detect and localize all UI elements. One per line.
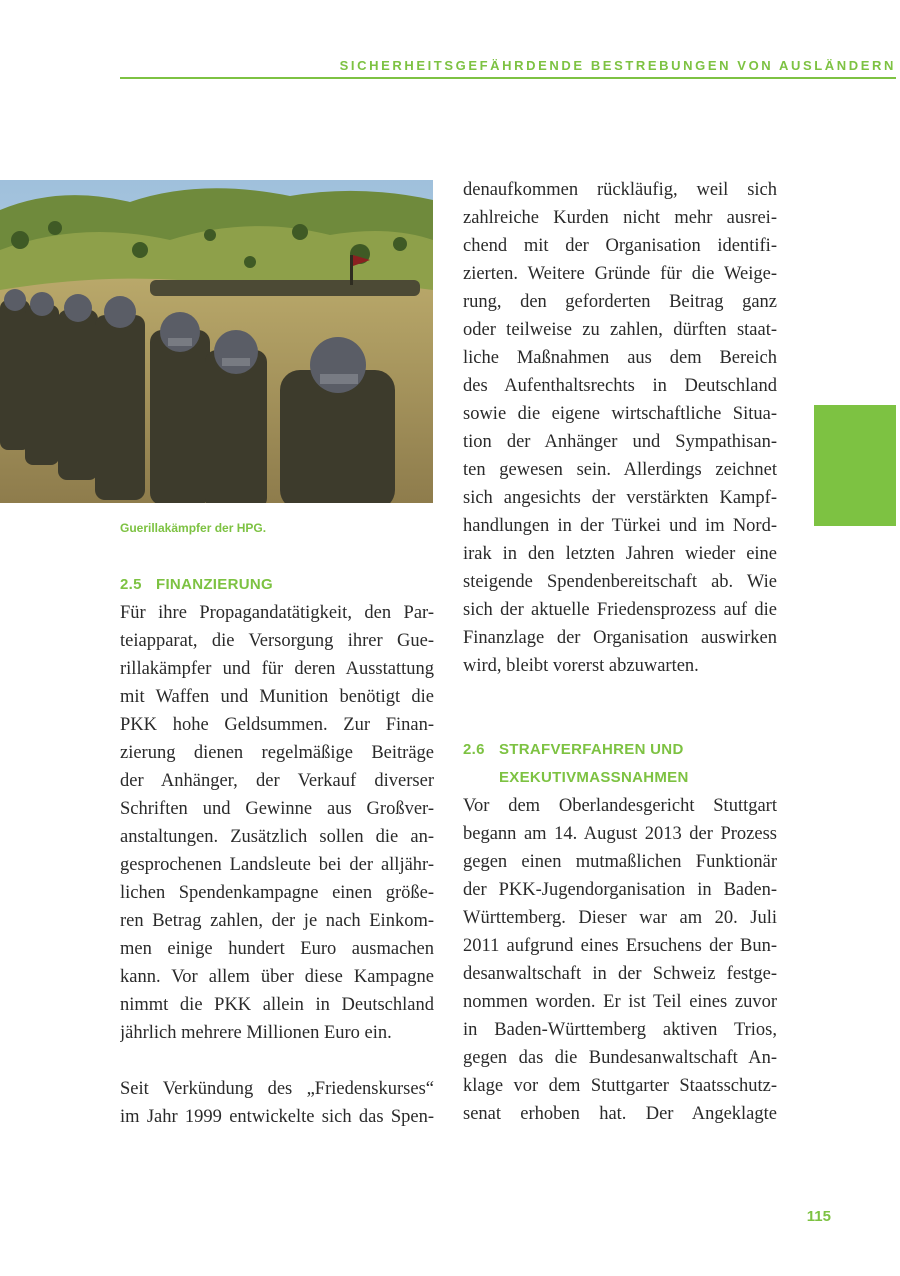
text-line: im Jahr 1999 entwickelte sich das Spen- (120, 1107, 434, 1127)
text-line: Schriften und Gewinne aus Großver- (120, 799, 434, 819)
section-number: 2.6 (463, 741, 485, 758)
text-line: des Aufenthaltsrechts in Deutschland (463, 376, 777, 396)
text-line: liche Maßnahmen aus dem Bereich (463, 348, 777, 368)
text-line: zierung dienen regelmäßige Beiträge (120, 743, 434, 763)
text-line: sowie die eigene wirtschaftliche Situa- (463, 404, 777, 424)
section-title-continued: EXEKUTIVMASSNAHMEN (499, 769, 689, 786)
text-line: wird, bleibt vorerst abzuwarten. (463, 656, 699, 676)
section-title: STRAFVERFAHREN UND (499, 741, 684, 758)
figure-caption: Guerillakämpfer der HPG. (120, 521, 267, 535)
text-line: gegen einen mutmaßlichen Funktionär (463, 852, 777, 872)
section-heading-2-6 (463, 736, 777, 792)
text-line: Seit Verkündung des „Friedenskurses“ (120, 1079, 434, 1099)
text-line: tion der Anhänger und Sympathisan- (463, 432, 777, 452)
text-line: in Baden-Württemberg aktiven Trios, (463, 1020, 777, 1040)
paragraph (463, 792, 777, 1128)
text-line: handlungen in der Türkei und im Nord- (463, 516, 777, 536)
left-column (120, 571, 434, 1131)
text-line: ten gewesen sein. Allerdings zeichnet (463, 460, 777, 480)
text-line: sich angesichts der verstärkten Kampf- (463, 488, 777, 508)
text-line: zahlreiche Kurden nicht mehr ausrei- (463, 208, 777, 228)
text-line: lichen Spendenkampagne einen größe- (120, 883, 434, 903)
text-line: desanwaltschaft in der Schweiz festge- (463, 964, 777, 984)
guerilla-photo (0, 180, 433, 503)
text-line: nommen worden. Er ist Teil eines zuvor (463, 992, 777, 1012)
text-line: men einige hundert Euro ausmachen (120, 939, 434, 959)
text-line: 2011 aufgrund eines Ersuchens der Bun- (463, 936, 777, 956)
text-line: klage vor dem Stuttgarter Staatsschutz- (463, 1076, 777, 1096)
text-line: irak in den letzten Jahren wieder eine (463, 544, 777, 564)
right-column (463, 176, 777, 1128)
text-line: gesprochenen Landsleute bei der alljähr- (120, 855, 434, 875)
text-line: Finanzlage der Organisation auswirken (463, 628, 777, 648)
text-line: kann. Vor allem über diese Kampagne (120, 967, 434, 987)
text-line: der PKK-Jugendorganisation in Baden- (463, 880, 777, 900)
text-line: denaufkommen rückläufig, weil sich (463, 180, 777, 200)
section-title: FINANZIERUNG (156, 576, 273, 593)
text-line: PKK hohe Geldsummen. Zur Finan- (120, 715, 434, 735)
text-line: steigende Spendenbereitschaft ab. Wie (463, 572, 777, 592)
header-rule (120, 77, 896, 79)
text-line: chend mit der Organisation identifi- (463, 236, 777, 256)
text-line: anstaltungen. Zusätzlich sollen die an- (120, 827, 434, 847)
paragraph (120, 599, 434, 1047)
text-line: Vor dem Oberlandesgericht Stuttgart (463, 796, 777, 816)
chapter-side-tab (814, 405, 896, 526)
section-heading-2-5 (120, 571, 434, 599)
text-line: oder teilweise zu zahlen, dürften staat- (463, 320, 777, 340)
text-line: sich der aktuelle Friedensprozess auf die (463, 600, 777, 620)
text-line: zierten. Weitere Gründe für die Weige- (463, 264, 777, 284)
text-line: Württemberg. Dieser war am 20. Juli (463, 908, 777, 928)
text-line: ren Betrag zahlen, der je nach Einkom- (120, 911, 434, 931)
text-line: rung, den geforderten Beitrag ganz (463, 292, 777, 312)
paragraph (120, 1075, 434, 1131)
text-line: Für ihre Propagandatätigkeit, den Par- (120, 603, 434, 623)
text-line: begann am 14. August 2013 der Prozess (463, 824, 777, 844)
text-line: gegen das die Bundesanwaltschaft An- (463, 1048, 777, 1068)
text-line: mit Waffen und Munition benötigt die (120, 687, 434, 707)
text-line: senat erhoben hat. Der Angeklagte (463, 1104, 777, 1124)
text-line: jährlich mehrere Millionen Euro ein. (120, 1023, 392, 1043)
text-line: teiapparat, die Versorgung ihrer Gue- (120, 631, 434, 651)
running-title: SICHERHEITSGEFÄHRDENDE BESTREBUNGEN VON AUSLÄNDERN (339, 58, 896, 73)
text-line: nimmt die PKK allein in Deutschland (120, 995, 434, 1015)
page-number: 115 (806, 1208, 831, 1225)
text-line: der Anhänger, der Verkauf diverser (120, 771, 434, 791)
text-line: rillakämpfer und für deren Ausstattung (120, 659, 434, 679)
paragraph-continued (463, 176, 777, 680)
section-number: 2.5 (120, 576, 142, 593)
